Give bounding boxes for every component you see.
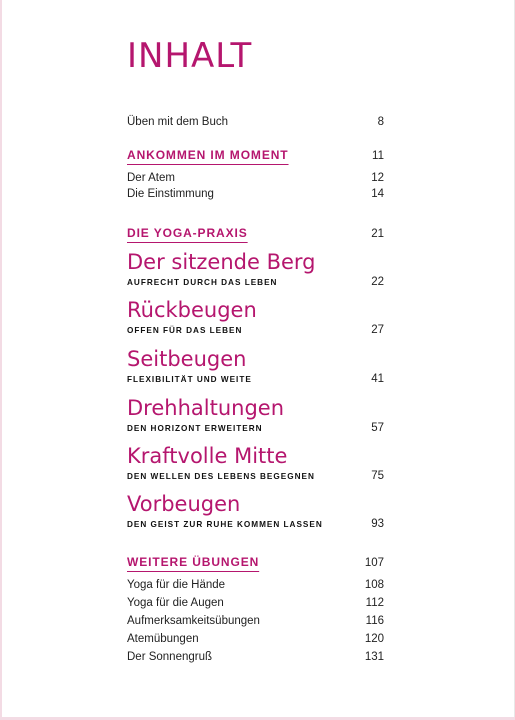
toc-entry-page: 12 [371, 172, 384, 184]
toc-chapter-page: 41 [371, 373, 384, 385]
toc-section-ankommen[interactable] [127, 146, 384, 164]
toc-chapter-sitzende-berg[interactable] [127, 250, 384, 288]
toc-section-label: DIE YOGA-PRAXIS [127, 226, 248, 240]
page-edge-left [0, 0, 2, 720]
toc-entry[interactable] [127, 613, 384, 629]
toc-chapter-title: Seitbeugen [127, 347, 247, 371]
toc-entry-page: 131 [364, 651, 384, 663]
toc-entry-page: 108 [364, 579, 384, 591]
toc-entry-page: 112 [365, 597, 384, 609]
toc-chapter-page: 22 [371, 276, 384, 288]
toc-chapter-title: Drehhaltungen [127, 396, 284, 420]
toc-entry-label: Yoga für die Hände [127, 579, 226, 591]
page-title: INHALT [127, 36, 253, 76]
toc-chapter-vorbeugen[interactable] [127, 492, 384, 530]
toc-chapter-subtitle: AUFRECHT DURCH DAS LEBEN [127, 278, 278, 287]
toc-chapter-title: Vorbeugen [127, 492, 241, 516]
toc-chapter-subtitle: DEN HORIZONT ERWEITERN [127, 424, 263, 433]
toc-chapter-seitbeugen[interactable] [127, 347, 384, 385]
toc-section-praxis[interactable] [127, 224, 384, 242]
toc-chapter-title: Rückbeugen [127, 298, 257, 322]
toc-entry-page: 8 [377, 116, 384, 128]
toc-section-page: 21 [371, 228, 384, 240]
toc-entry-label: Atemübungen [127, 633, 199, 645]
toc-entry-label: Der Atem [127, 172, 175, 184]
toc-entry[interactable] [127, 186, 384, 202]
toc-section-label: WEITERE ÜBUNGEN [127, 555, 260, 569]
toc-chapter-subtitle: DEN WELLEN DES LEBENS BEGEGNEN [127, 472, 315, 481]
toc-section-weitere[interactable] [127, 553, 384, 571]
toc-chapter-title: Der sitzende Berg [127, 250, 316, 274]
toc-chapter-subtitle: OFFEN FÜR DAS LEBEN [127, 326, 243, 335]
toc-chapter-page: 57 [371, 422, 384, 434]
toc-section-page: 107 [364, 557, 384, 569]
toc-entry[interactable] [127, 649, 384, 665]
toc-chapter-drehhaltungen[interactable] [127, 396, 384, 434]
toc-chapter-subtitle: FLEXIBILITÄT UND WEITE [127, 375, 252, 384]
toc-entry[interactable] [127, 577, 384, 593]
toc-chapter-page: 93 [371, 518, 384, 530]
toc-chapter-rueckbeugen[interactable] [127, 298, 384, 336]
toc-entry-page: 120 [364, 633, 384, 645]
toc-entry-label: Yoga für die Augen [127, 597, 224, 609]
toc-chapter-page: 75 [371, 470, 384, 482]
toc-entry-page: 14 [371, 188, 384, 200]
toc-entry-page: 116 [365, 615, 384, 627]
toc-entry[interactable] [127, 595, 384, 611]
toc-entry-intro[interactable] [127, 114, 384, 130]
toc-chapter-title: Kraftvolle Mitte [127, 444, 288, 468]
toc-section-page: 11 [372, 150, 384, 162]
toc-entry[interactable] [127, 170, 384, 186]
toc-entry-label: Aufmerksamkeitsübungen [127, 615, 260, 627]
toc-entry[interactable] [127, 631, 384, 647]
toc-chapter-page: 27 [371, 324, 384, 336]
toc-chapter-kraftvolle-mitte[interactable] [127, 444, 384, 482]
toc-entry-label: Die Einstimmung [127, 188, 214, 200]
toc-entry-label: Der Sonnengruß [127, 651, 213, 663]
toc-section-label: ANKOMMEN IM MOMENT [127, 148, 289, 162]
toc-chapter-subtitle: DEN GEIST ZUR RUHE KOMMEN LASSEN [127, 520, 323, 529]
toc-entry-label: Üben mit dem Buch [127, 116, 228, 128]
